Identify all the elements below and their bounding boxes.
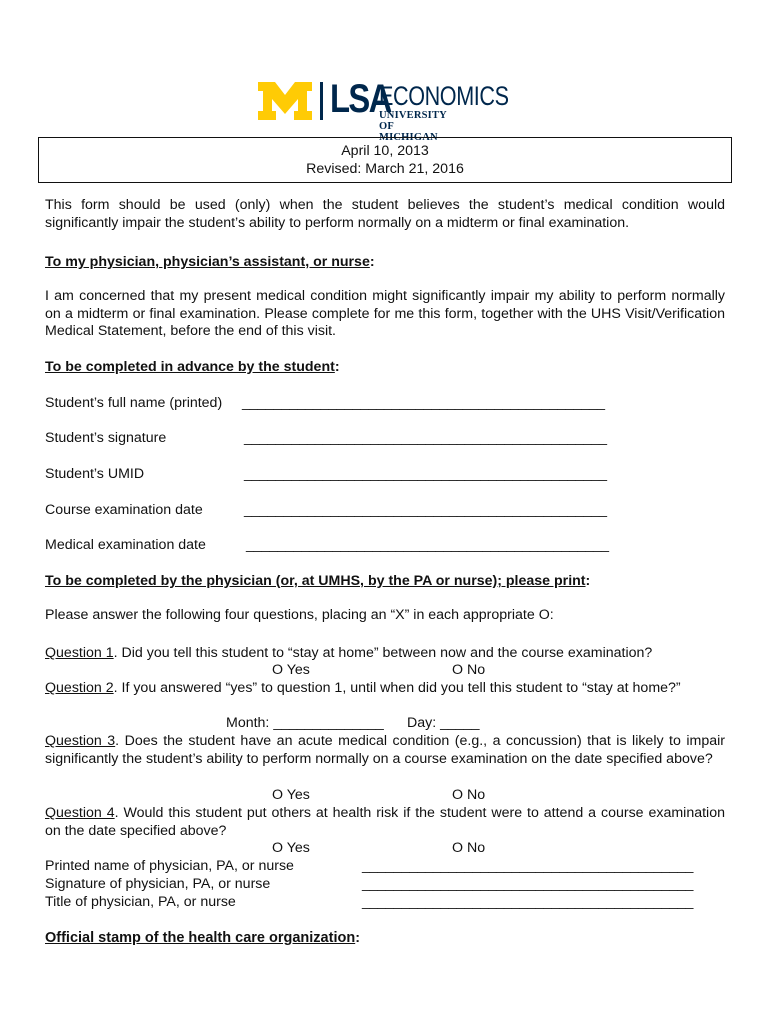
physician-heading: To my physician, physician’s assistant, or nurse: — [45, 254, 375, 270]
question-1: Question 1. Did you tell this student to “stay at home” between now and the course examination? — [45, 645, 653, 661]
logo-divider — [320, 82, 323, 120]
student-heading: To be completed in advance by the student: — [45, 359, 340, 375]
physician-name-line[interactable]: __________________________________________ — [362, 858, 694, 874]
original-date: April 10, 2013 — [341, 143, 429, 159]
q1-yes-option[interactable]: O Yes — [272, 662, 310, 678]
date-box — [38, 137, 732, 183]
course-date-line[interactable]: ______________________________________________ — [244, 502, 607, 518]
logo-economics: ECONOMICS — [379, 81, 509, 111]
physician-section-heading: To be completed by the physician (or, at UMHS, by the PA or nurse); please print: — [45, 573, 591, 589]
intro-text: This form should be used (only) when the student believes the student’s medical condition would significantly impair the student’s ability to perform normally on a midterm or final examination. — [45, 197, 725, 231]
student-signature-label: Student’s signature — [45, 430, 167, 446]
physician-name-label: Printed name of physician, PA, or nurse — [45, 858, 294, 874]
physician-signature-label: Signature of physician, PA, or nurse — [45, 876, 271, 892]
physician-signature-line[interactable]: __________________________________________ — [362, 876, 694, 892]
student-signature-line[interactable]: ______________________________________________ — [244, 430, 607, 446]
logo-lsa: LSA — [330, 77, 391, 121]
block-m-icon — [258, 82, 312, 120]
student-umid-line[interactable]: ______________________________________________ — [244, 466, 607, 482]
q1-no-option[interactable]: O No — [452, 662, 486, 678]
logo-university: UNIVERSITY OF MICHIGAN — [379, 110, 447, 143]
q3-yes-option[interactable]: O Yes — [272, 787, 310, 803]
q2-day-field[interactable]: Day: _____ — [407, 715, 480, 731]
student-name-label: Student’s full name (printed) — [45, 395, 223, 411]
physician-title-line[interactable]: __________________________________________ — [362, 894, 694, 910]
concern-text: I am concerned that my present medical condition might significantly impair my ability to perform normally on a midterm or final examination. Please complete for me this form, together with the UHS Visit/Verification Medical Statement, before the end of this visit. — [45, 288, 725, 339]
q4-yes-option[interactable]: O Yes — [272, 840, 310, 856]
revised-date: Revised: March 21, 2016 — [306, 161, 464, 177]
instructions-text: Please answer the following four questions, placing an “X” in each appropriate O: — [45, 607, 554, 623]
question-2: Question 2. If you answered “yes” to question 1, until when did you tell this student to “stay at home?” — [45, 680, 681, 696]
student-umid-label: Student’s UMID — [45, 466, 145, 482]
q4-no-option[interactable]: O No — [452, 840, 486, 856]
medical-date-label: Medical examination date — [45, 537, 206, 553]
medical-date-line[interactable]: ______________________________________________ — [246, 537, 609, 553]
question-3: Question 3. Does the student have an acute medical condition (e.g., a concussion) that is likely to impair significantly the student’s ability to perform normally on a course examination on the date specified above? — [45, 733, 725, 767]
q3-no-option[interactable]: O No — [452, 787, 486, 803]
question-4: Question 4. Would this student put others at health risk if the student were to attend a course examination on the date specified above? — [45, 805, 725, 839]
student-name-line[interactable]: ______________________________________________ — [242, 395, 605, 411]
stamp-heading: Official stamp of the health care organization: — [45, 930, 360, 946]
course-date-label: Course examination date — [45, 502, 203, 518]
q2-month-field[interactable]: Month: ______________ — [226, 715, 384, 731]
physician-title-label: Title of physician, PA, or nurse — [45, 894, 236, 910]
